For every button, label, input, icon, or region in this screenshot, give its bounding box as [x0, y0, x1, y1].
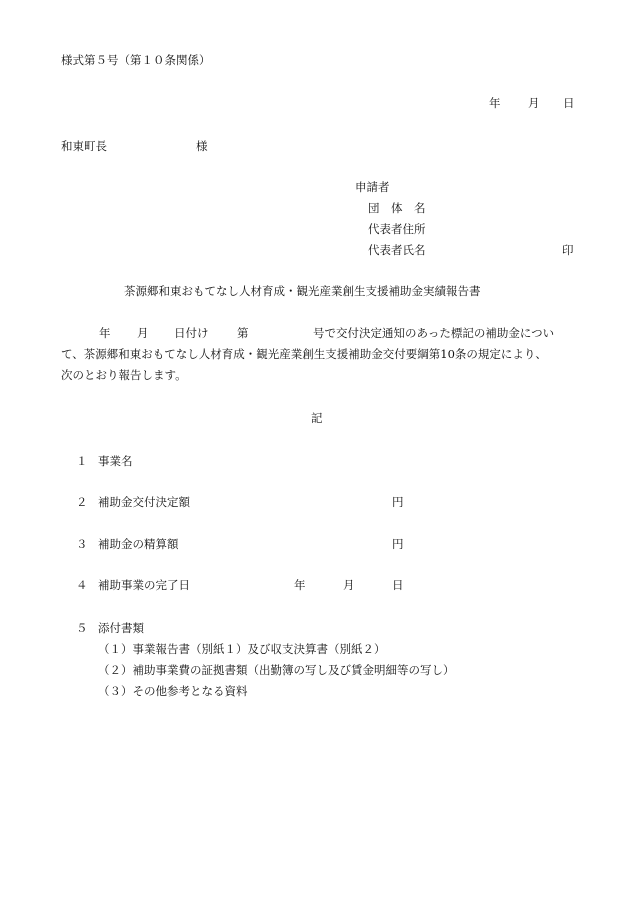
date-day-label: 日: [563, 96, 575, 110]
item-number: ５: [76, 621, 88, 635]
item-settlement-amount-label: 補助金の精算額: [98, 537, 179, 551]
document-title: 茶源郷和東おもてなし人材育成・観光産業創生支援補助金実績報告書: [124, 284, 481, 298]
attachment-item: （１）事業報告書（別紙１）及び収支決算書（別紙２）: [98, 642, 386, 656]
addressee-name: 和東町長: [61, 139, 107, 153]
completion-month: 月: [343, 578, 355, 592]
attachment-item: （２）補助事業費の証拠書類（出勤簿の写し及び賃金明細等の写し）: [98, 663, 455, 677]
completion-year: 年: [294, 578, 306, 592]
item-number: １: [76, 454, 88, 468]
yen-unit: 円: [392, 495, 404, 509]
body-month: 月: [137, 326, 149, 340]
body-dated: 日付け: [174, 326, 209, 340]
date-year-label: 年: [489, 96, 501, 110]
item-attachments-label: 添付書類: [98, 621, 144, 635]
org-name-label: 団 体 名: [368, 201, 426, 215]
completion-day: 日: [392, 578, 404, 592]
seal-mark: 印: [562, 243, 574, 257]
body-year: 年: [99, 326, 111, 340]
applicant-heading: 申請者: [355, 180, 390, 194]
item-completion-date-label: 補助事業の完了日: [98, 578, 190, 592]
item-project-name-label: 事業名: [98, 454, 133, 468]
item-number: ２: [76, 495, 88, 509]
body-line2: て、茶源郷和東おもてなし人材育成・観光産業創生支援補助金交付要綱第10条の規定により、: [61, 347, 547, 361]
body-number-prefix: 第: [237, 326, 249, 340]
item-number: ４: [76, 578, 88, 592]
date-month-label: 月: [528, 96, 540, 110]
yen-unit: 円: [392, 537, 404, 551]
item-number: ３: [76, 537, 88, 551]
attachment-item: （３）その他参考となる資料: [98, 684, 248, 698]
item-grant-decision-amount-label: 補助金交付決定額: [98, 495, 190, 509]
body-line3: 次のとおり報告します。: [61, 368, 187, 382]
representative-address-label: 代表者住所: [368, 222, 426, 236]
body-line1: 号で交付決定通知のあった標記の補助金につい: [313, 326, 555, 340]
ki-heading: 記: [311, 411, 323, 425]
representative-name-label: 代表者氏名: [368, 243, 426, 257]
form-number-label: 様式第５号（第１０条関係）: [61, 53, 211, 67]
addressee-honorific: 様: [196, 139, 208, 153]
